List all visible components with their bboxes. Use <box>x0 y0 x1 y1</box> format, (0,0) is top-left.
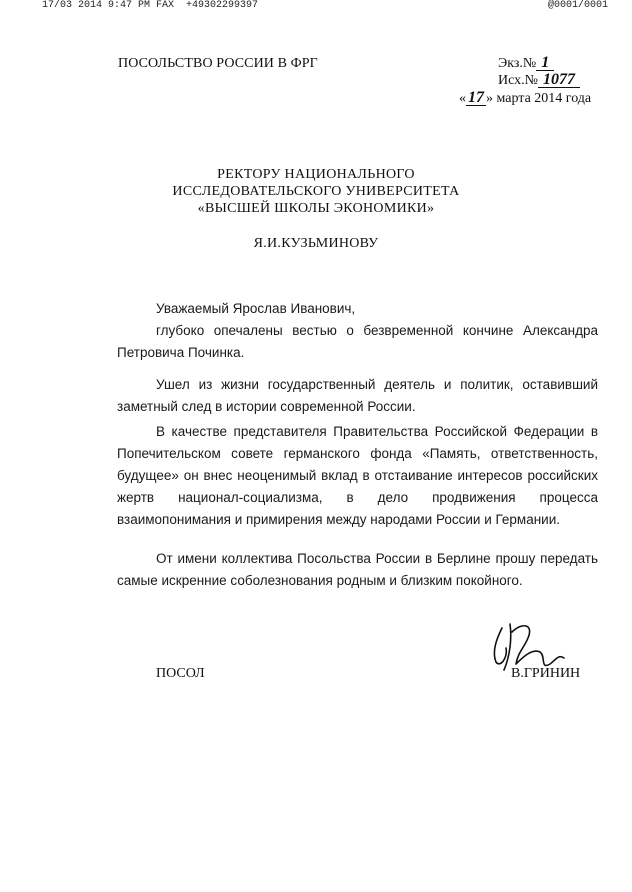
copy-number: 1 <box>536 56 554 71</box>
body-paragraph: В качестве представителя Правительства Российской Федерации в Попечительском совете германского фонда «Память, ответственность, будущее» он внес неоценимый вклад в отстаивание интересов российских жертв национал-социализма, в дело продвижения процесса взаимопонимания и примирения между народами России и Германии. <box>117 424 598 527</box>
addressee-name: Я.И.КУЗЬМИНОВУ <box>253 236 379 251</box>
body-paragraph: От имени коллектива Посольства России в Берлине прошу передать самые искренние соболезнования родным и близким покойного. <box>117 551 598 588</box>
salutation: Уважаемый Ярослав Иванович, <box>156 301 356 316</box>
fax-header-left: 17/03 2014 9:47 PM FAX +49302299397 <box>42 0 259 11</box>
fax-page-counter: @0001/0001 <box>547 0 608 11</box>
body-paragraph: Ушел из жизни государственный деятель и политик, оставивший заметный след в истории современной России. <box>117 377 598 414</box>
body-paragraph: глубоко опечалены вестью о безвременной кончине Александра Петровича Починка. <box>117 323 598 360</box>
outgoing-number: 1077 <box>538 73 580 88</box>
outgoing-label: Исх.№ <box>498 73 538 88</box>
addressee-line-1: РЕКТОРУ НАЦИОНАЛЬНОГО <box>217 167 415 182</box>
date-day: 17 <box>468 89 484 106</box>
sender-organization: ПОСОЛЬСТВО РОССИИ В ФРГ <box>118 56 318 71</box>
addressee-line-3: «ВЫСШЕЙ ШКОЛЫ ЭКОНОМИКИ» <box>197 201 435 216</box>
date-month-year: » марта 2014 года <box>486 91 592 106</box>
date-open-quote: « <box>459 91 466 106</box>
outgoing-number-line <box>498 73 580 89</box>
addressee-line-2: ИССЛЕДОВАТЕЛЬСКОГО УНИВЕРСИТЕТА <box>172 184 460 199</box>
signatory-name: В.ГРИНИН <box>511 666 581 681</box>
copy-number-line <box>498 56 554 72</box>
copy-label: Экз.№ <box>498 56 537 71</box>
letter-date <box>459 91 591 107</box>
signatory-title: ПОСОЛ <box>156 666 205 681</box>
